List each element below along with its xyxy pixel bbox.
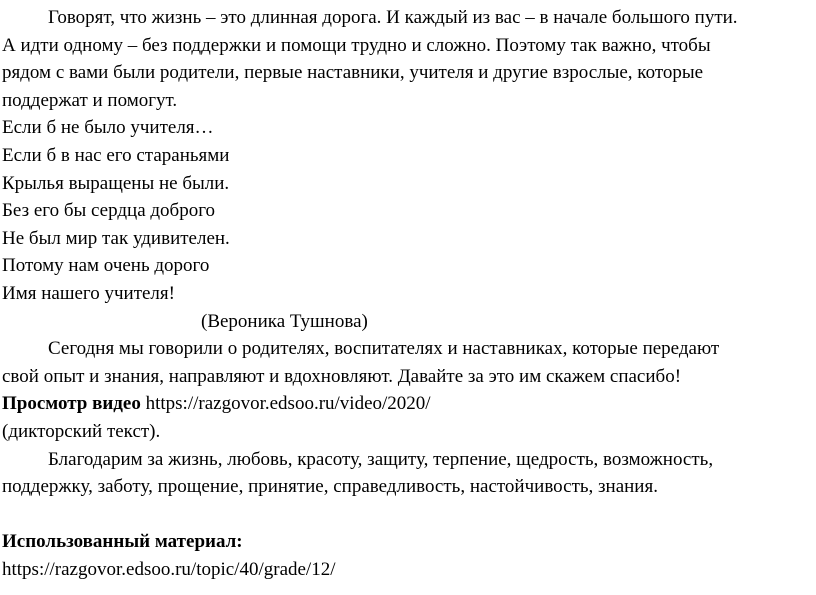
thanks-line: Сегодня мы говорили о родителях, воспитателях и наставниках, которые передают (48, 338, 720, 360)
gratitude-line: поддержку, заботу, прощение, принятие, справедливость, настойчивость, знания. (2, 476, 658, 498)
video-label: Просмотр видео (2, 393, 141, 415)
thanks-line: свой опыт и знания, направляют и вдохновляют. Давайте за это им скажем спасибо! (2, 365, 682, 387)
video-block (2, 390, 816, 445)
materials-link[interactable]: https://razgovor.edsoo.ru/topic/40/grade/12/ (2, 558, 336, 580)
intro-line: поддержат и помогут. (2, 89, 178, 111)
poem-line: Потому нам очень дорого (2, 255, 210, 277)
intro-line: А идти одному – без поддержки и помощи трудно и сложно. Поэтому так важно, чтобы (2, 34, 711, 56)
poem-line: Крылья выращены не были. (2, 172, 230, 194)
poem-line: Если б в нас его стараньями (2, 144, 230, 166)
poem-line: Имя нашего учителя! (2, 282, 175, 304)
materials-block (2, 528, 816, 583)
gratitude-paragraph (2, 446, 816, 501)
poem-line: Без его бы сердца доброго (2, 200, 216, 222)
gratitude-line: Благодарим за жизнь, любовь, красоту, защиту, терпение, щедрость, возможность, (48, 448, 714, 470)
poem (2, 114, 816, 335)
poem-line: Не был мир так удивителен. (2, 227, 230, 249)
intro-paragraph (2, 4, 816, 114)
video-line (2, 390, 816, 418)
materials-heading: Использованный материал: (2, 531, 243, 553)
intro-line: рядом с вами были родители, первые наставники, учителя и другие взрослые, которые (2, 62, 704, 84)
poem-author: (Вероника Тушнова) (201, 310, 368, 332)
poem-line: Если б не было учителя… (2, 117, 214, 139)
video-note: (дикторский текст). (2, 420, 161, 442)
thanks-paragraph (2, 335, 816, 390)
video-link[interactable]: https://razgovor.edsoo.ru/video/2020/ (140, 393, 431, 415)
spacer (2, 501, 816, 529)
intro-line: Говорят, что жизнь – это длинная дорога. И каждый из вас – в начале большого пути. (48, 7, 738, 28)
